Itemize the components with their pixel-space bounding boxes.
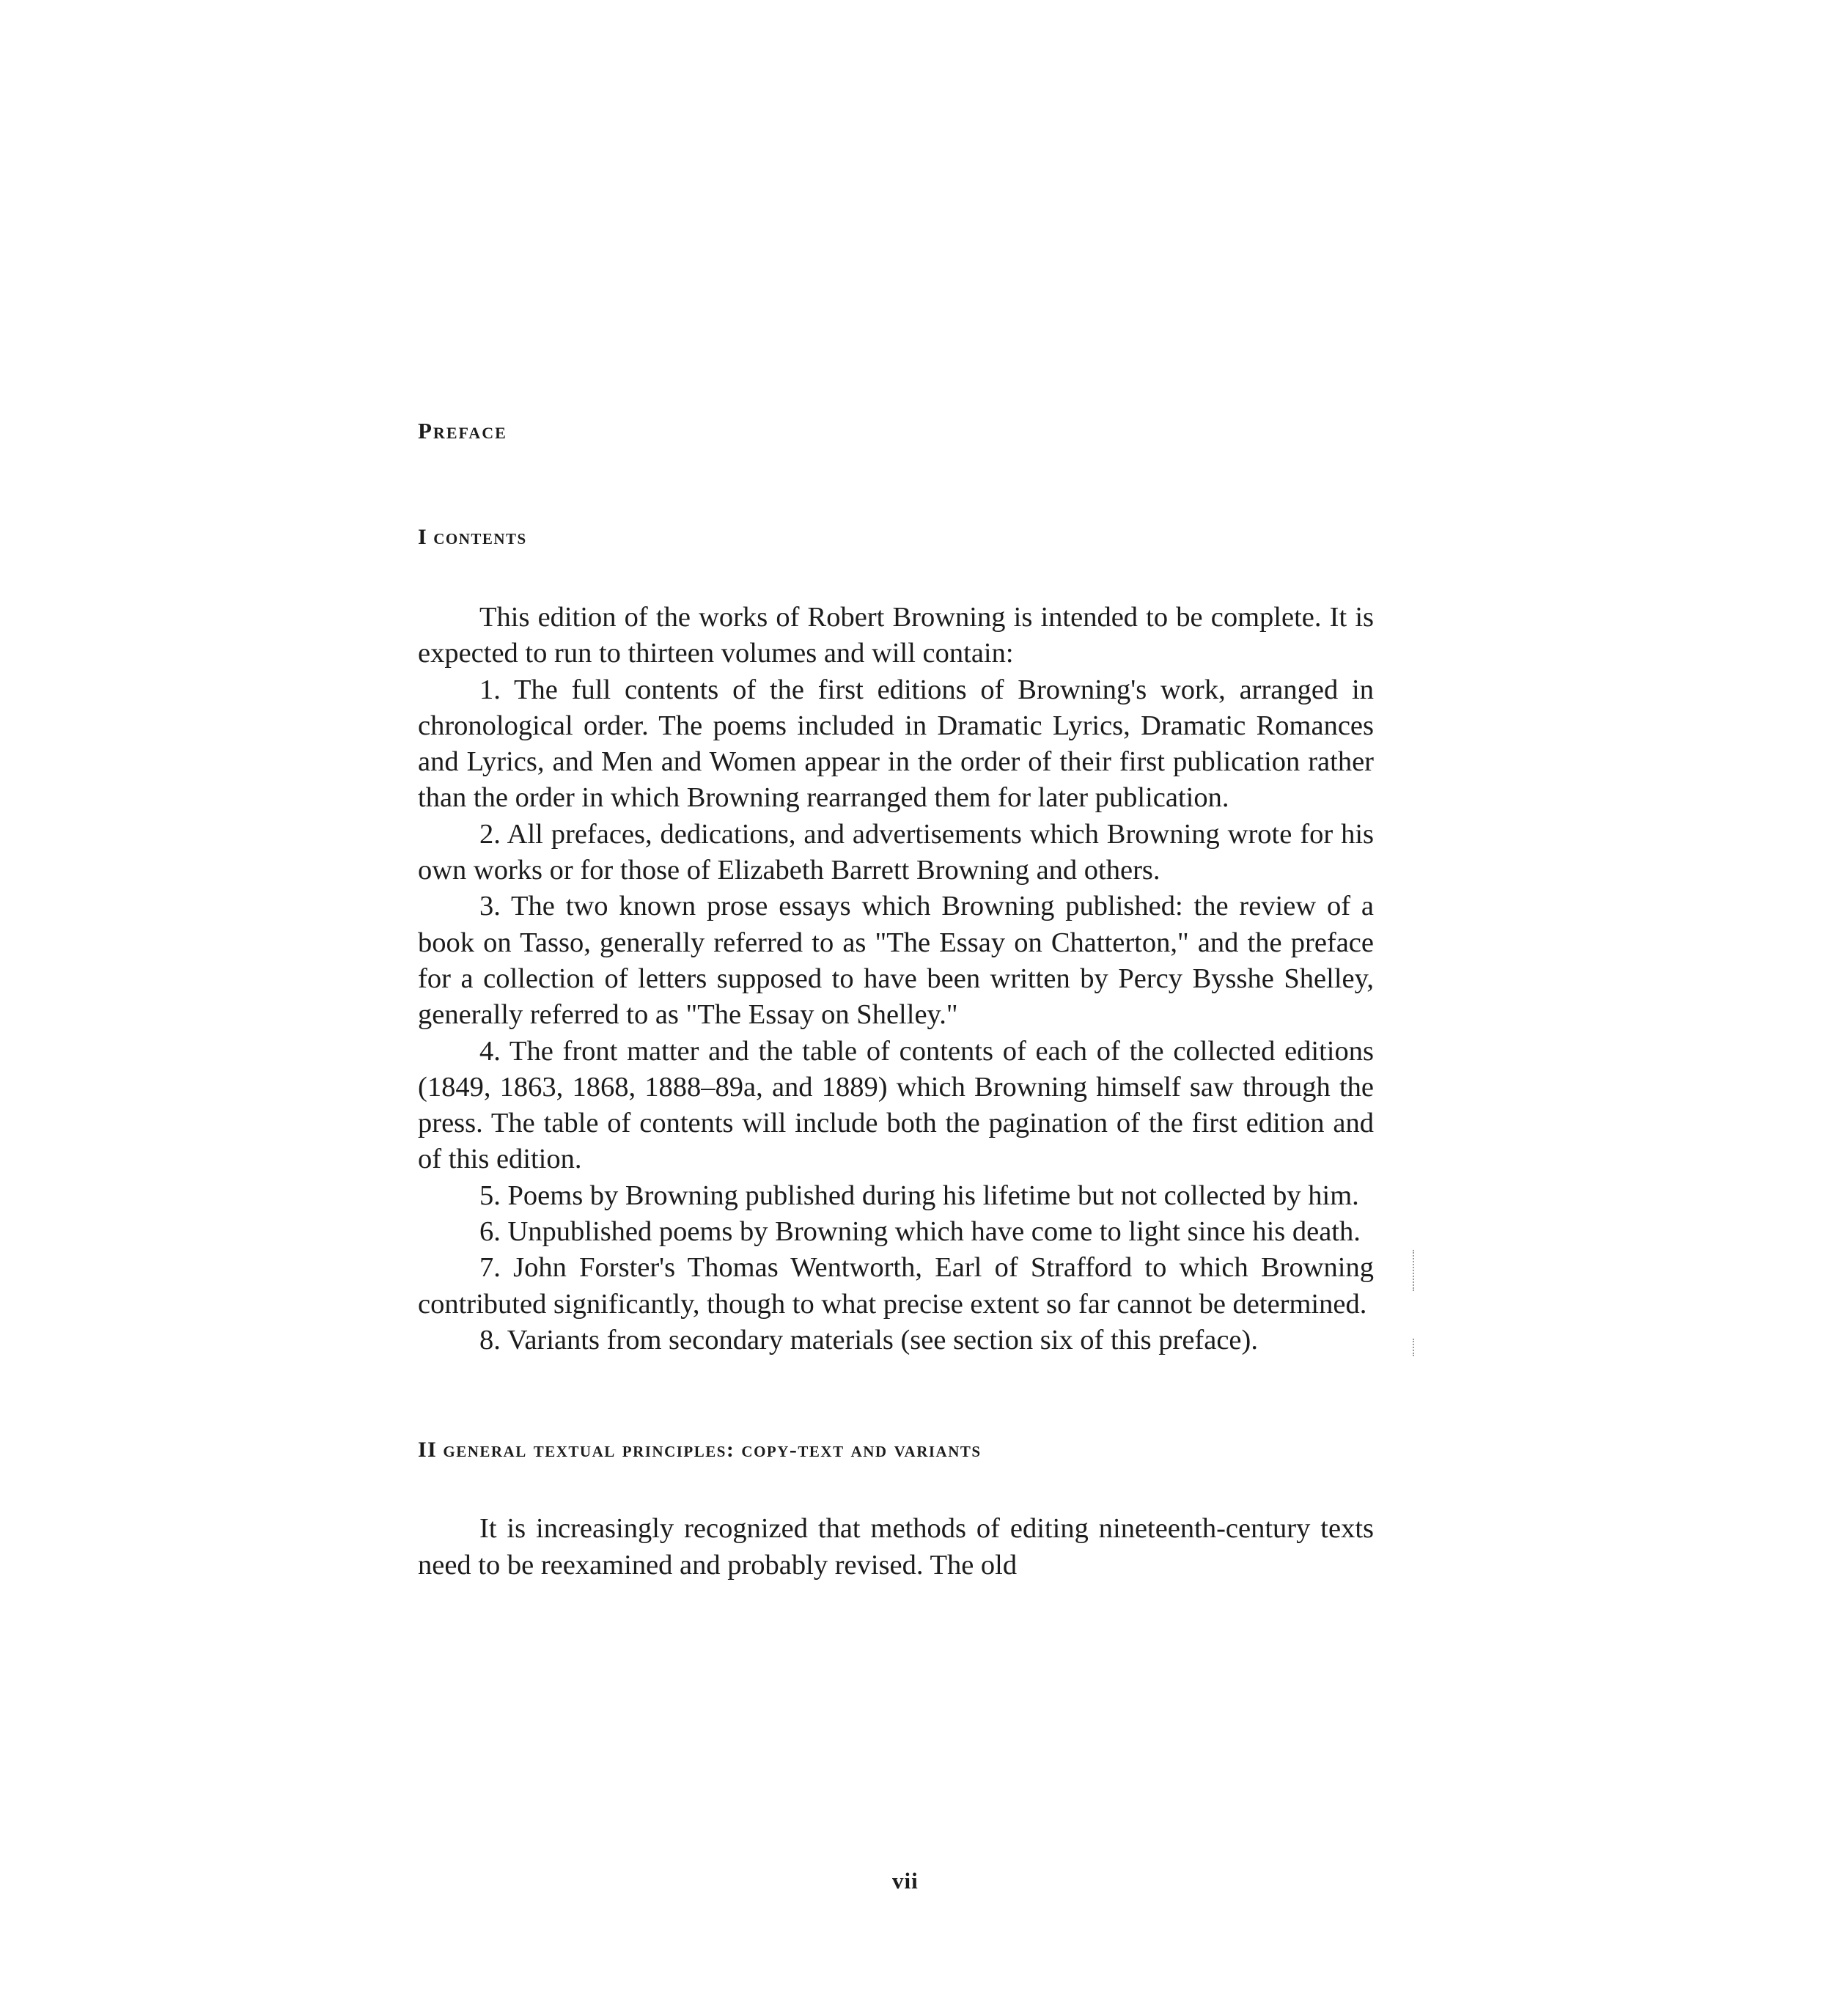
section-heading-contents: [418, 525, 1374, 550]
list-item-7: 7. John Forster's Thomas Wentworth, Earl of Strafford to which Browning contributed significantly, though to what precise extent so far cannot be determined.: [418, 1252, 1374, 1320]
list-item-3: 3. The two known prose essays which Browning published: the review of a book on Tasso, generally referred to as "The Essay on Chatterton," and the preface for a collection of letters supposed to have been written by Percy Bysshe Shelley, generally referred to as "The Essay on Shelley.": [418, 891, 1374, 1031]
list-item-5: 5. Poems by Browning published during his lifetime but not collected by him.: [479, 1180, 1359, 1211]
section-body-textual-principles: [418, 1511, 1374, 1583]
paragraph-textual-principles: It is increasingly recognized that methods of editing nineteenth-century texts need to be reexamined and probably revised. The old: [418, 1513, 1374, 1581]
paragraph-intro: This edition of the works of Robert Browning is intended to be complete. It is expected to run to thirteen volumes and will contain:: [418, 602, 1374, 669]
margin-tick-mark: [1413, 1339, 1416, 1356]
section-body-contents: [418, 600, 1374, 1358]
list-item-8: 8. Variants from secondary materials (see section six of this preface).: [479, 1324, 1258, 1355]
list-item-4: 4. The front matter and the table of contents of each of the collected editions (1849, 1863, 1868, 1888–89a, and 1889) which Browning himself saw through the press. The table of contents will include both the pagination of the first edition and of this edition.: [418, 1035, 1374, 1175]
document-page: [418, 418, 1374, 1583]
section-number: II: [418, 1438, 438, 1463]
margin-tick-mark: [1413, 1250, 1416, 1291]
list-item-6: 6. Unpublished poems by Browning which have come to light since his death.: [479, 1216, 1361, 1248]
section-title: general textual principles: copy-text and variants: [443, 1438, 982, 1463]
section-number: I: [418, 525, 428, 549]
list-item-2: 2. All prefaces, dedications, and advertisements which Browning wrote for his own works or for those of Elizabeth Barrett Browning and others.: [418, 818, 1374, 886]
section-title: contents: [433, 525, 527, 549]
running-head: Preface: [418, 418, 507, 444]
list-item-1: 1. The full contents of the first editions of Browning's work, arranged in chronological order. The poems included in Dramatic Lyrics, Dramatic Romances and Lyrics, and Men and Women appear in the order of their first publication rather than the order in which Browning rearranged them for later publication.: [418, 674, 1374, 814]
page-number: vii: [892, 1868, 919, 1894]
section-heading-textual-principles: [418, 1438, 1374, 1463]
